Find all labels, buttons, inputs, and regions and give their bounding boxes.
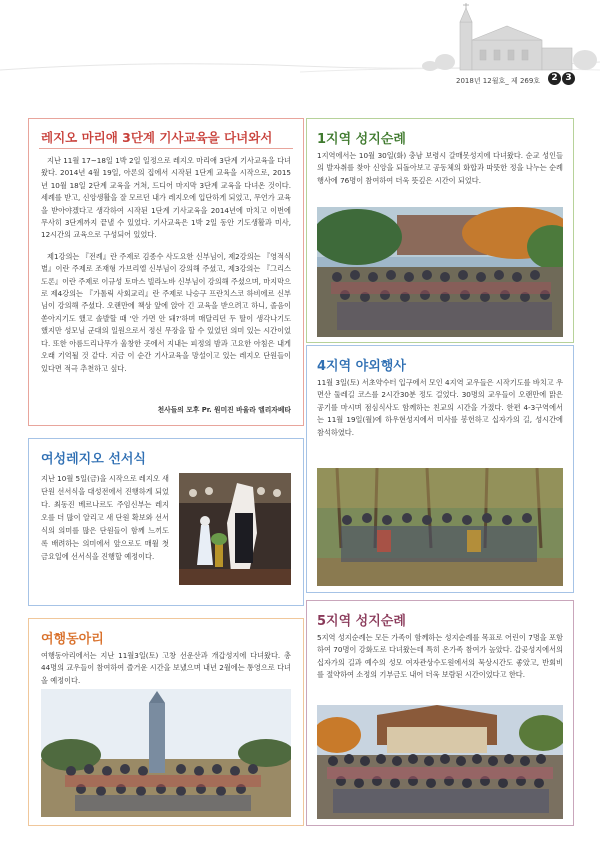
legio-training-article (28, 118, 304, 426)
issue-label: 2018년 12월호_ 제 269호 (456, 77, 541, 85)
legio-oath-body: 지난 10월 5일(금)을 시작으로 레지오 새 단원 선서식을 대성전에서 진행하게 되었다. 최동진 베르나르도 주임신부는 레지오를 더 많이 알리고 새 단원 확보와 선서식의 의미를 많은 단원들이 함께 느끼도록 배려하는 의미에서 앞으로도 매월 첫 금요일에 선서식을 진행할 예정이다. (41, 474, 169, 561)
legio-oath-title: 여성레지오 선서식 (41, 452, 146, 467)
region5-body: 5지역 성지순례는 모든 가족이 함께하는 성지순례를 목표로 어린이 7명을 포함하여 70명이 강화도로 다녀왔는데 특히 온가족 참여가 높았다. 갑곶성지에서의 십자가의 길과 예수의 성모 여자관상수도원에서의 묵상시간도 좋았고, 반회비를 절약하여 소정의 기부금도 내어 더욱 보람된 시간이었다고 한다. (317, 633, 563, 680)
travel-club-group-photo (41, 689, 291, 817)
region1-group-photo (317, 207, 563, 337)
travel-club-body: 여행동아리에서는 지난 11월3일(토) 고창 선운산과 개갑성지에 다녀왔다. 총 44명의 교우들이 참여하여 즐거운 시간을 보냈으며 내년 2월에는 통영으로 다녀올 예정이다. (41, 651, 291, 685)
legio-oath-article (28, 438, 304, 606)
page-header (0, 0, 600, 100)
region5-group-photo (317, 705, 563, 819)
region5-title: 5지역 성지순례 (317, 614, 406, 629)
page-number-left: 2 (548, 72, 561, 85)
travel-club-title: 여행동아리 (41, 632, 104, 647)
paragraph: 지난 11월 17~18일 1박 2일 일정으로 레지오 마리애 3단계 기사교육을 다녀왔다. 2014년 4월 19일, 아론의 집에서 시작된 1단계 교육을 시작으로, 2015년 10월 18일 2단계 교육을 거쳐, 드디어 마지막 3단계 교육을 다녀온 것이다. 세례를 받고, 신앙생활을 잘 모르던 내가 레지오에 입단하게 되었고, 무언가 교육을 받아야겠다고 생각하여 시작된 1단계 기사교육을 2014년에 마치고 이번에 무사히 3단계까지 끝낼 수 있었다. 기사교육은 1박 2일 동안 기도생활과 미사, 12시간의 교육으로 구성되어 있었다. (41, 156, 291, 240)
legio-oath-photo (179, 473, 291, 585)
legio-training-signature: 천사들의 모후 Pr. 원미진 바울라 엘리자베타 (157, 406, 291, 414)
region1-pilgrimage-article (306, 118, 574, 343)
region1-body: 1지역에서는 10월 30일(화) 충남 보령시 갈매못성지에 다녀왔다. 순교 성인들의 발자취를 찾아 신앙을 되돌아보고 공동체의 화합과 따뜻한 정을 나누는 순례 행사에 76명이 참여하여 더욱 뜻깊은 시간이 되었다. (317, 151, 563, 185)
region5-pilgrimage-article (306, 600, 574, 826)
page-number-right: 3 (562, 72, 575, 85)
travel-club-article (28, 618, 304, 826)
legio-training-body (41, 155, 291, 384)
legio-training-title: 레지오 마리애 3단계 기사교육을 다녀와서 (41, 130, 273, 145)
region1-title: 1지역 성지순례 (317, 132, 406, 147)
paragraph: 제1강의는 『전례』란 주제로 김종수 사도요한 신부님이, 제2강의는 『영적식별』이란 주제로 조재형 가브리엘 신부님이 강의해 주셨고, 제3강의는 『그리스도론』이란 주제로 이규성 토마스 빌라노바 신부님이 강의해 주셨으며, 마지막으로 제4강의는 『가톨릭 사회교리』란 주제로 나승구 프란치스코 하비에르 신부님이 강의해 주셨다. 오랜만에 책상 앞에 앉아 긴 교육을 받으려고 하니, 졸음이 쏟아지기도 했고 솔발할 때 '안 가면 안 돼?'하며 매달리던 두 딸이 생각나기도 했지만 성모님 군대의 일원으로서 정신 무장을 할 수 있었던 의미 있는 시간이었다. 또한 아름드리나무가 울창한 곳에서 지내는 피정의 밤과 고요한 아침은 내게 오래 기억될 것 같다. 지금 이 순간 기사교육을 망설이고 있는 레지오 단원들이 있다면 적극 추천하고 싶다. (41, 251, 291, 373)
title-divider (39, 148, 293, 149)
region4-outdoor-article (306, 345, 574, 593)
region4-group-photo (317, 468, 563, 586)
region4-body: 11월 3일(토) 서초약수터 입구에서 모인 4지역 교우들은 시작기도를 바치고 우면산 둘레길 코스를 2시간30분 정도 걸었다. 30명의 교우들이 오랜만에 맑은 공기를 마시며 점심식사도 함께하는 친교의 시간을 가졌다. 한편 4-3구역에서는 11월 19일(월)에 하우현성지에서 미사를 봉헌하고 십자가의 길, 성시간에 참석하였다. (317, 378, 563, 437)
region4-title: 4지역 야외행사 (317, 359, 406, 374)
